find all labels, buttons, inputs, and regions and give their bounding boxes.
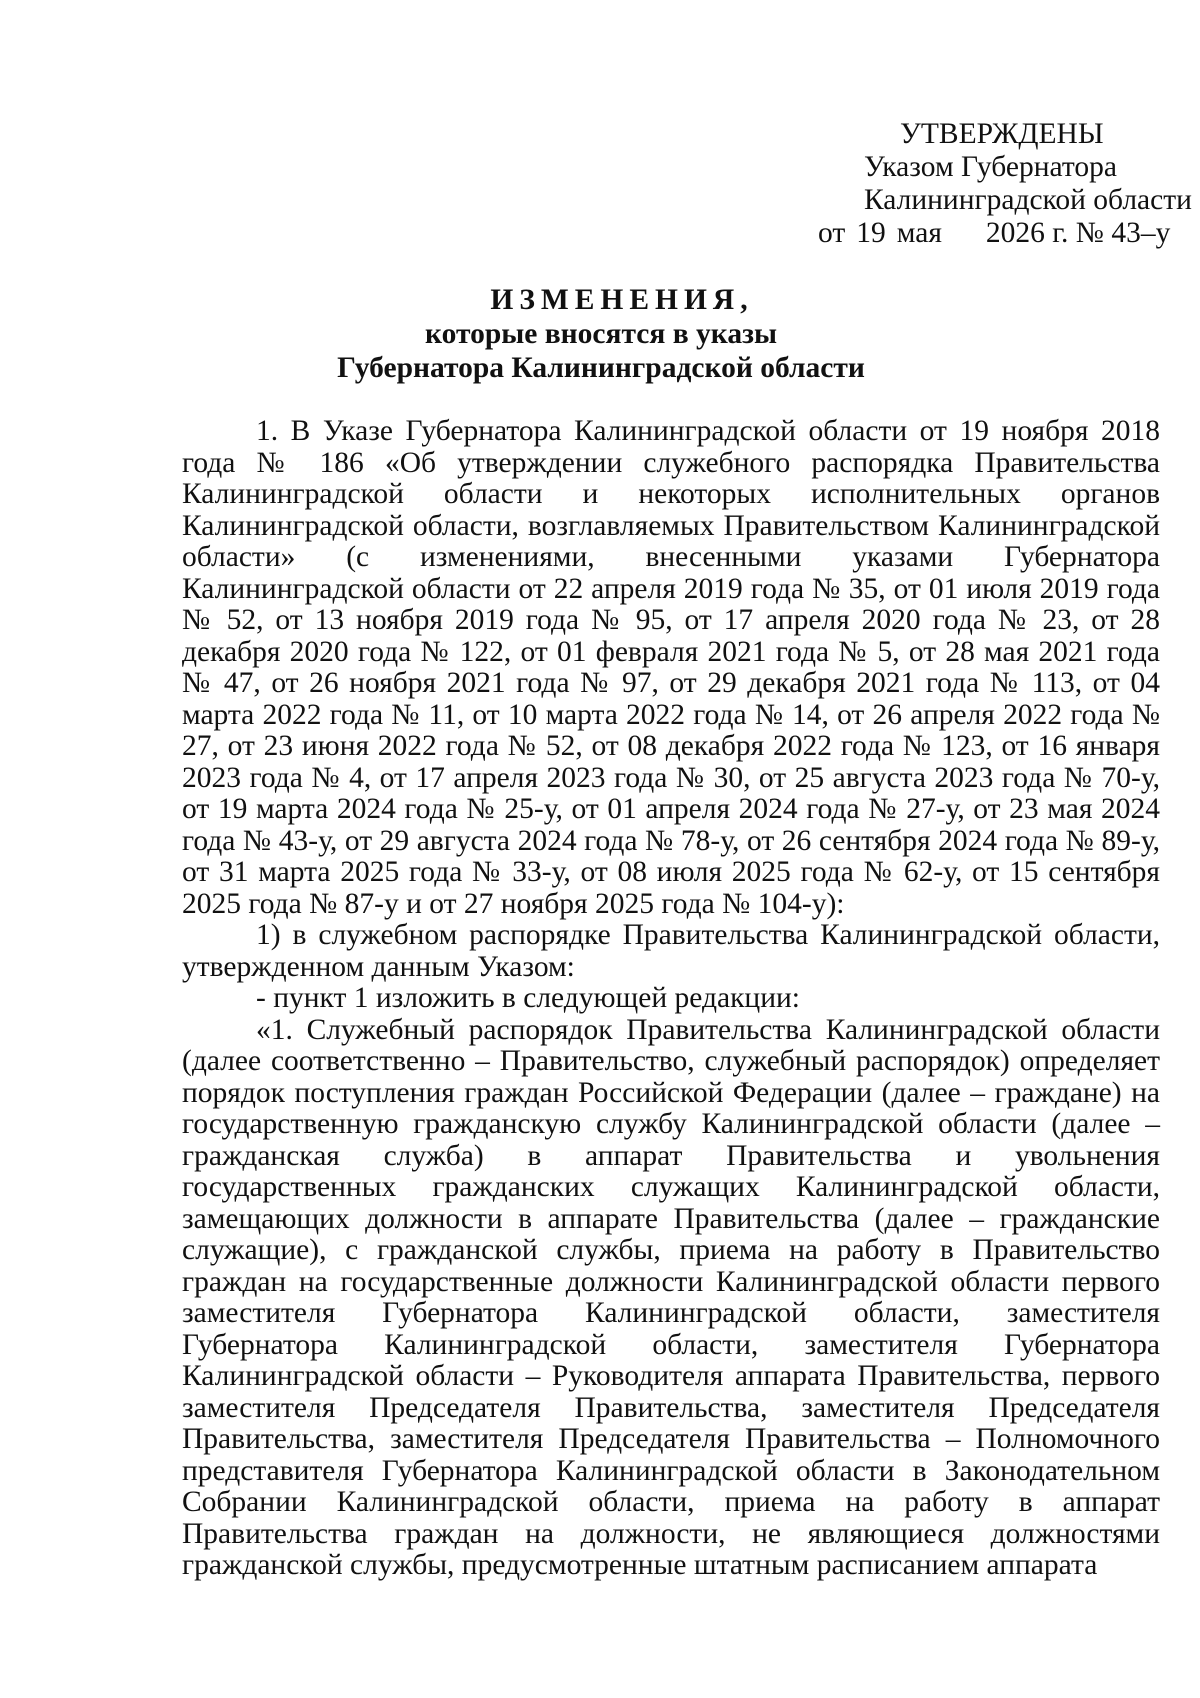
paragraph-new-wording: «1. Служебный распорядок Правительства Калининградской области (далее соответственно – Правительство, служебный распорядок) определяет порядок поступления граждан Российской Федерации (далее – граждане) на государственную гражданскую службу Калининградской области (далее – гражданская служба) в аппарат Правительства и увольнения государственных гражданских служащих Калининградской области, замещающих должности в аппарате Правительства (далее – гражданские служащие), с гражданской службы, приема на работу в Правительство граждан на государственные должности Калининградской области первого заместителя Губернатора Калининградской области, заместителя Губернатора Калининградской области, заместителя Губернатора Калининградской области – Руководителя аппарата Правительства, первого заместителя Председателя Правительства, заместителя Председателя Правительства, заместителя Председателя Правительства – Полномочного представителя Губернатора Калининградской области в Законодательном Собрании Калининградской области, приема на работу в аппарат Правительства граждан на должности, не являющиеся должностями гражданской службы, предусмотренные штатным расписанием аппарата [182,1013,1160,1581]
approval-title: УТВЕРЖДЕНЫ [900,118,1104,150]
heading-subtitle-line-2: Губернатора Калининградской области [337,352,865,384]
paragraph-item-one: - пункт 1 изложить в следующей редакции: [256,982,800,1014]
paragraph-service-schedule: 1) в служебном распорядке Правительства Калининградской области, утвержденном данным Указом: [182,919,1160,983]
document-body [182,416,1160,1582]
approval-month: мая [896,217,942,249]
approval-year-number: 2026 г. № 43–у [985,217,1171,249]
approval-day: 19 [856,217,886,249]
approval-date-prefix: от [818,217,846,249]
approval-stamp-block [818,118,1192,250]
heading-subtitle-line-1: которые вносятся в указы [425,318,777,350]
paragraph-decree-amendment: 1. В Указе Губернатора Калининградской области от 19 ноября 2018 года № 186 «Об утверждении служебного распорядка Правительства Калининградской области и некоторых исполнительных органов Калининградской области, возглавляемых Правительством Калининградской области» (с изменениями, внесенными указами Губернатора Калининградской области от 22 апреля 2019 года № 35, от 01 июля 2019 года № 52, от 13 ноября 2019 года № 95, от 17 апреля 2020 года № 23, от 28 декабря 2020 года № 122, от 01 февраля 2021 года № 5, от 28 мая 2021 года № 47, от 26 ноября 2021 года № 97, от 29 декабря 2021 года № 113, от 04 марта 2022 года № 11, от 10 марта 2022 года № 14, от 26 апреля 2022 года № 27, от 23 июня 2022 года № 52, от 08 декабря 2022 года № 123, от 16 января 2023 года № 4, от 17 апреля 2023 года № 30, от 25 августа 2023 года № 70-у, от 19 марта 2024 года № 25-у, от 01 апреля 2024 года № 27-у, от 23 мая 2024 года № 43-у, от 29 августа 2024 года № 78-у, от 26 сентября 2024 года № 89-у, от 31 марта 2025 года № 33-у, от 08 июля 2025 года № 62-у, от 15 сентября 2025 года № 87-у и от 27 ноября 2025 года № 104-у): [182,415,1160,920]
approval-issuer: Указом Губернатора [864,151,1117,183]
heading-title: ИЗМЕНЕНИЯ, [490,284,754,316]
approval-date-number [818,217,1171,250]
document-heading [182,283,1160,385]
approval-region: Калининградской области [864,184,1192,216]
